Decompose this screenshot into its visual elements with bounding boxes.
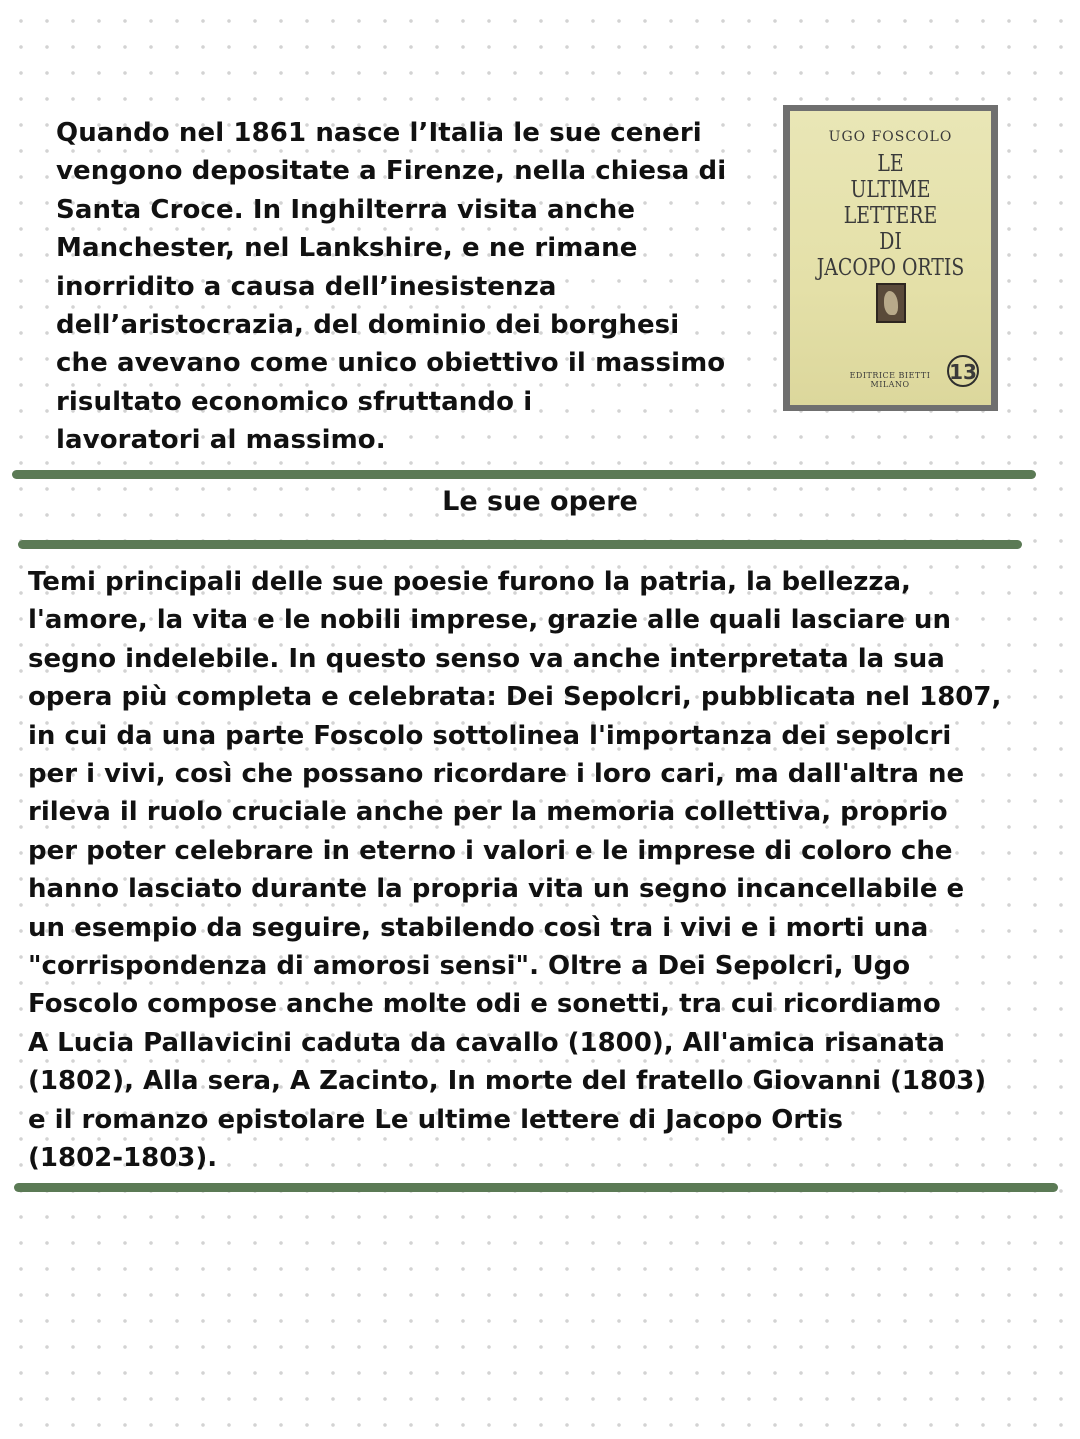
book-author: UGO FOSCOLO	[828, 129, 953, 145]
works-line: (1802-1803).	[28, 1143, 218, 1174]
book-title-line: JACOPO ORTIS	[816, 255, 965, 281]
works-line: un esempio da seguire, stabilendo così tra i vivi e i morti una	[28, 912, 929, 943]
intro-line: che avevano come unico obiettivo il massimo	[56, 348, 726, 379]
book-publisher-line: EDITRICE BIETTI	[849, 371, 931, 380]
intro-line: dell’aristocrazia, del dominio dei borghesi	[56, 310, 680, 341]
book-title	[808, 151, 973, 281]
intro-line: risultato economico sfruttando i	[56, 386, 533, 417]
works-line: hanno lasciato durante la propria vita un segno incancellabile e	[28, 874, 965, 905]
intro-paragraph	[56, 114, 776, 460]
works-line: per poter celebrare in eterno i valori e le imprese di coloro che	[28, 835, 953, 866]
works-line: Temi principali delle sue poesie furono la patria, la bellezza,	[28, 567, 911, 597]
book-publisher-line: MILANO	[870, 380, 910, 389]
book-cover-image	[783, 105, 998, 411]
intro-line: inorridito a causa dell’inesistenza	[56, 271, 557, 302]
works-line: e il romanzo epistolare Le ultime lettere di Jacopo Ortis	[28, 1104, 844, 1135]
works-line: (1802), Alla sera, A Zacinto, In morte del fratello Giovanni (1803)	[28, 1066, 987, 1097]
book-title-line: DI	[879, 229, 902, 255]
book-emblem-icon	[876, 283, 906, 323]
works-line: opera più completa e celebrata: Dei Sepolcri, pubblicata nel 1807,	[28, 682, 1002, 713]
divider-top	[12, 470, 1036, 479]
book-title-line: ULTIME LETTERE	[843, 177, 938, 229]
works-line: A Lucia Pallavicini caduta da cavallo (1800), All'amica risanata	[28, 1027, 945, 1058]
intro-line: Quando nel 1861 nasce l’Italia le sue ceneri	[56, 118, 702, 148]
works-line: per i vivi, così che possano ricordare i loro cari, ma dall'altra ne	[28, 759, 965, 790]
divider-bottom	[14, 1183, 1058, 1192]
works-line: segno indelebile. In questo senso va anche interpretata la sua	[28, 643, 945, 674]
book-title-line: LE	[877, 151, 904, 177]
works-paragraph	[28, 563, 1063, 1178]
book-cover-inner	[790, 111, 991, 405]
book-price-badge: 13	[947, 355, 979, 387]
intro-line: Manchester, nel Lankshire, e ne rimane	[56, 233, 638, 264]
divider-under-title	[18, 540, 1022, 549]
intro-line: vengono depositate a Firenze, nella chiesa di	[56, 156, 727, 187]
works-line: in cui da una parte Foscolo sottolinea l'importanza dei sepolcri	[28, 720, 952, 751]
works-line: rileva il ruolo cruciale anche per la memoria collettiva, proprio	[28, 797, 948, 828]
works-line: l'amore, la vita e le nobili imprese, grazie alle quali lasciare un	[28, 605, 951, 636]
works-line: Foscolo compose anche molte odi e sonetti, tra cui ricordiamo	[28, 989, 941, 1020]
intro-line: Santa Croce. In Inghilterra visita anche	[56, 194, 636, 225]
book-publisher	[840, 371, 940, 389]
intro-line: lavoratori al massimo.	[56, 425, 386, 456]
works-line: "corrispondenza di amorosi sensi". Oltre a Dei Sepolcri, Ugo	[28, 951, 911, 982]
section-title: Le sue opere	[442, 486, 638, 517]
